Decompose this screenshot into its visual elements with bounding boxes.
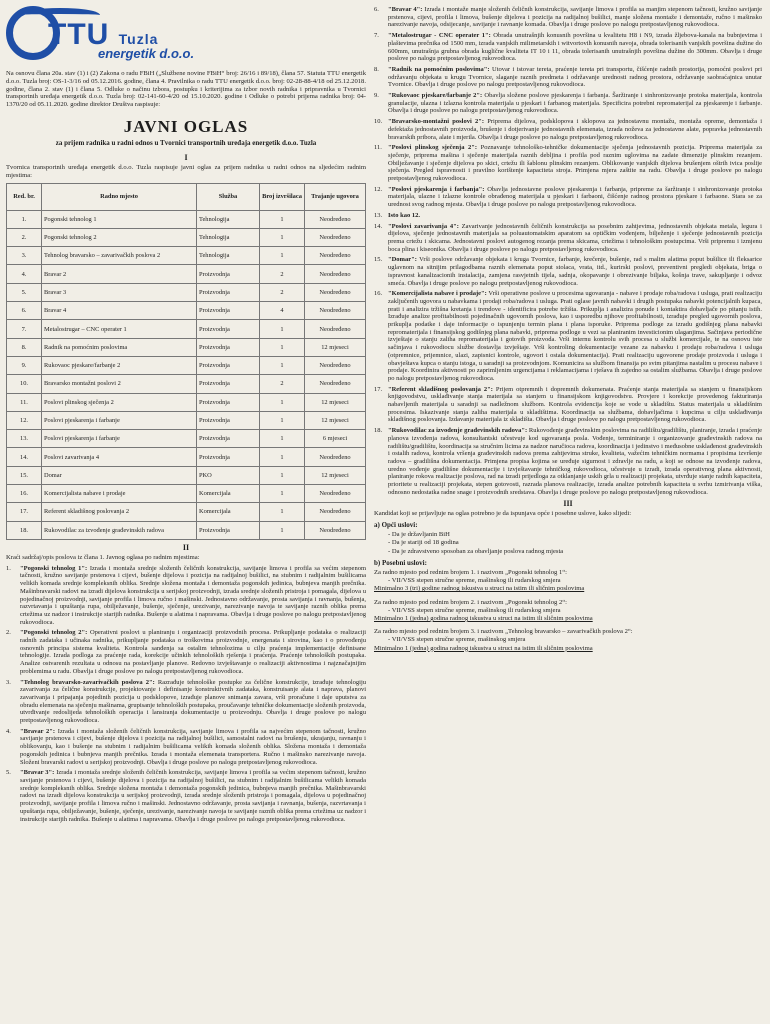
- item-text: Obrada unutrašnjih konusnih površina u kvalitetu H8 i N9, izrada žljebova-kanala na bubnjevima i plaštevima prečnika od 1500 mm, izrada vanjskih milimetarskih i witvortovih konusnih navoja, obrada tolerisanih vanjskih površina dužine do 600mm, unutrašnja grubna obrada kuglične kvaliteta IT 10 i 11, obrada tolerisanih unutrašnjih površina dužine do 300mm. Obavlja i druge poslove po nalogu pretpostavljenog rukovodioca.: [388, 32, 762, 63]
- table-cell: 2: [260, 283, 305, 301]
- job-description-item: [374, 427, 762, 496]
- table-cell: 3.: [7, 247, 42, 265]
- table-cell: Proizvodnja: [197, 521, 260, 539]
- special-condition-exp: Minimalno 1 (jedna) godina radnog iskustva u struci na istim ili sličnim poslovima: [374, 614, 593, 622]
- table-cell: Proizvodnja: [197, 338, 260, 356]
- table-cell: Rukovodilac za izvođenje građevinskih radova: [42, 521, 197, 539]
- table-cell: Komercijalista nabave i prodaje: [42, 485, 197, 503]
- table-cell: Bravar 2: [42, 265, 197, 283]
- table-cell: 15.: [7, 466, 42, 484]
- table-row: [7, 210, 366, 228]
- section-3-heading: III: [563, 499, 573, 509]
- table-cell: Tehnologija: [197, 228, 260, 246]
- table-row: [7, 320, 366, 338]
- item-title: Isto kao 12.: [388, 211, 420, 219]
- item-title: "Pogonski tehnolog 1":: [20, 564, 88, 572]
- table-cell: 1: [260, 393, 305, 411]
- job-description-item: [6, 565, 366, 627]
- table-row: [7, 448, 366, 466]
- job-description-item: [6, 679, 366, 725]
- table-cell: Neodređeno: [305, 210, 366, 228]
- table-cell: 8.: [7, 338, 42, 356]
- table-row: [7, 283, 366, 301]
- positions-table: [6, 183, 366, 540]
- left-job-descriptions: [6, 565, 366, 824]
- special-condition: [374, 569, 762, 594]
- table-header: Radno mjesto: [42, 183, 197, 210]
- item-number: 10.: [374, 118, 383, 126]
- table-cell: 12.: [7, 411, 42, 429]
- table-cell: Komercijala: [197, 485, 260, 503]
- table-cell: Bravarsko montažni poslovi 2: [42, 375, 197, 393]
- item-title: "Rukovaoc pjeskare/farbanje 2":: [388, 92, 483, 100]
- special-condition-line: Za radno mjesto pod rednim brojem 1. i nazivom „Pogonski tehnolog 1“:: [374, 568, 568, 576]
- item-number: 4.: [6, 727, 11, 735]
- table-cell: 14.: [7, 448, 42, 466]
- item-number: 18.: [374, 427, 383, 435]
- table-cell: Proizvodnja: [197, 356, 260, 374]
- table-cell: 13.: [7, 430, 42, 448]
- table-header-row: [7, 183, 366, 210]
- job-description-item: [374, 223, 762, 254]
- job-description-item: [374, 144, 762, 183]
- item-number: 13.: [374, 211, 383, 219]
- table-cell: Proizvodnja: [197, 375, 260, 393]
- table-cell: 4: [260, 302, 305, 320]
- table-cell: Pogonski tehnolog 2: [42, 228, 197, 246]
- general-condition: - Da je zdravstveno sposoban za obavljanje poslova radnog mjesta: [388, 547, 564, 555]
- item-title: "Tehnolog bravarsko-zavarivačkih poslova 2":: [20, 678, 155, 686]
- page-title: JAVNI OGLAS: [123, 116, 249, 136]
- item-body: [388, 290, 762, 382]
- job-description-item: [374, 290, 762, 382]
- table-cell: 1: [260, 485, 305, 503]
- table-cell: Domar: [42, 466, 197, 484]
- table-row: [7, 503, 366, 521]
- item-number: 15.: [374, 256, 383, 264]
- job-description-item: [374, 118, 762, 141]
- item-body: [20, 679, 366, 725]
- job-description-item: [374, 66, 762, 89]
- item-number: 14.: [374, 222, 383, 230]
- table-cell: 18.: [7, 521, 42, 539]
- job-description-item: [374, 386, 762, 425]
- item-body: [388, 32, 762, 63]
- special-condition-line: Za radno mjesto pod rednim brojem 3. i nazivom „Tehnolog bravarsko – zavarivačkih poslova 2“:: [374, 628, 633, 636]
- special-condition-line: Za radno mjesto pod rednim brojem 2. i nazivom „Pogonski tehnolog 2“:: [374, 598, 568, 606]
- table-cell: Komercijala: [197, 503, 260, 521]
- general-conditions-label: a) Opći uslovi:: [374, 521, 418, 530]
- table-cell: 5.: [7, 283, 42, 301]
- item-number: 1.: [6, 564, 11, 572]
- item-title: "Poslovi pjeskarenja i farbanja":: [388, 185, 485, 193]
- table-cell: Bravar 4: [42, 302, 197, 320]
- item-body: [388, 118, 762, 141]
- item-text: Utovar i istovar tereta, praćenje tereta pri transportu, čišćenje radnih prostorija, pomoćni poslovi pri održavanju objekata u krugu Tvornice, slaganje raznih predmeta i održavanje urednosti radnog prostora, održavanje saobraćajnica unutar Tvornice. Obavlja i druge poslove po nalogu pretpostavljenog rukovodioca.: [388, 65, 763, 89]
- item-number: 12.: [374, 185, 383, 193]
- item-text: Prijem otpremnih i dopremnih dokumenata. Praćenje stanja materijala sa stanjem u finansijskom knjigovodstvu, usklađivanje stanja materijala sa stanjem u finansijskom knjigovodstvu. Provjere i korekcije provedenog fakturiranja nabavljenih materijala u saradnji sa nadležnom službom. Kontrola evidencija koje se vode u skladištu. Status materijala u skladišnim procesima. Iskazivanje stanja zaliha materijala u skladištima. Koordinacija sa službama, dobavljačima i kupcima u cilju usklađivanja skladišnog poslovanja. Izdavanje materijala iz skladišta. Obavlja i druge poslove po nalogu pretpostavljenog rukovodioca.: [388, 385, 762, 424]
- section-1-heading: I: [184, 152, 188, 162]
- table-cell: 12 mjeseci: [305, 411, 366, 429]
- special-condition: [374, 599, 762, 624]
- special-condition-edu: - VII/VSS stepen stručne spreme, mašinskog smjera: [388, 636, 526, 644]
- item-title: "Radnik na pomoćnim poslovima":: [388, 65, 490, 73]
- job-description-item: [374, 6, 762, 29]
- table-cell: Neodređeno: [305, 302, 366, 320]
- logo-brand: TTU Tuzla: [48, 18, 159, 51]
- special-condition-edu: - VII/VSS stepen stručne spreme, mašinskog ili rudarskog smjera: [388, 577, 561, 585]
- table-body: [7, 210, 366, 539]
- table-cell: Neodređeno: [305, 265, 366, 283]
- table-cell: Neodređeno: [305, 521, 366, 539]
- table-header: Red. br.: [7, 183, 42, 210]
- company-logo: [6, 6, 366, 64]
- table-row: [7, 356, 366, 374]
- table-header: Trajanje ugovora: [305, 183, 366, 210]
- table-cell: Proizvodnja: [197, 448, 260, 466]
- table-cell: 1: [260, 228, 305, 246]
- table-row: [7, 466, 366, 484]
- general-condition: - Da je državljanin BiH: [388, 531, 450, 539]
- item-title: "Bravar 3":: [20, 769, 55, 777]
- item-number: 2.: [6, 629, 11, 637]
- table-cell: Proizvodnja: [197, 283, 260, 301]
- item-body: [388, 386, 762, 425]
- table-cell: 9.: [7, 356, 42, 374]
- item-text: Izrada i montaža složenih čeličnih konstrukcija, savijanje limova i profila sa najvećim stepenom tačnosti, kružno savijanje prstenova i cijevi, bušenje dijelova i pozicija na radijalnoj bušilici, samostalni radovi na brušenju, ukrajanju, ravnanju i oblikovanju, kao i bušenje na stubnim i radijalnim bušilicama velikih komada složenih oblika. Složena montaža i demontaža pogonskih jedinica i bubnjeva manjih prečnika. Izrada i montaža elemenata transportera. Ručno i mašinsko narezivanje navoja. Složeni bravarski radovi u serijskoj proizvodnji. Obavlja i druge poslove po nalogu pretpostavljenog rukovodioca.: [20, 727, 366, 766]
- table-cell: Neodređeno: [305, 228, 366, 246]
- item-number: 17.: [374, 385, 383, 393]
- item-text: Zavarivanje jednostavnih čeličnih konstrukcija sa posebnim zahtjevima, jednostavnih objekata metala, legura i dijelova, sječenje jednostavnih materijala sa poluautomatskim aparatom sa optičkim vođenjem, bilježenje i sječenje jednostavnih pozicija prema crtežu i skicama. Jednostavni poslovi autogenog rezanja prema skicama, crtežima i tehnološkim postupcima. Vrši pripremu i izmjenu boca plina i kiseonika. Obavlja i druge poslove po nalogu pretpostavljenog rukovodioca.: [388, 222, 762, 253]
- job-description-item: [6, 769, 366, 823]
- table-row: [7, 430, 366, 448]
- table-cell: Proizvodnja: [197, 302, 260, 320]
- item-number: 3.: [6, 678, 11, 686]
- item-body: [388, 256, 762, 287]
- table-cell: Proizvodnja: [197, 393, 260, 411]
- table-header: Služba: [197, 183, 260, 210]
- intro-paragraph: Na osnovu člana 20a. stav (1) i (2) Zakona o radu FBiH („Službene novine FBiH“ broj: 26/16 i 89/18), člana 57. Statuta TTU energetik d.o.o. Tuzla broj: OS-1-3/16 od 05.12.2016. godine, člana 4. Pravilnika o radu TTU energetik d.o.o. broj: 02-28-88-4/18 od 25.12.2018. godine, člana 2. stav (1) i člana 5. Odluke o načinu izbora, postupku i kriterijima za izbor novih radnika i pripravnika u Tvornici transportnih uređaja energetik d.o.o. Tuzla broj: 02-141-60-4/20 od 15.10.2020. godine i Odluke o potrebi prijema radnika broj: 04-1370/20 od 05.11.2020. godine direktor Društva raspisuje:: [6, 70, 366, 109]
- table-row: [7, 338, 366, 356]
- table-cell: Radnik na pomoćnim poslovima: [42, 338, 197, 356]
- table-row: [7, 247, 366, 265]
- table-cell: 1: [260, 247, 305, 265]
- item-text: Rukovođenje građevinskim poslovima na radilištu/gradilištu, planiranje, izrada i praćenje planova izvođenja radova, konsultantski učestvuje kod ugovaranja posla. Vođenje, terminiranje i organizovanje građevinskih radova na radilištu/gradilištu, koordinacija sa stručnim licima za nadzor naručioca radova, koordinacija i jedinstvo i međusobne usklađenost građevinskih i ostalih radova, kontrola vršenja građevinskih radova prema zahtjevima struke, kvaliteta, važećim tehničkim normama i propisima izvršenje radova – gradilišna dokumentacija. Primjena propisa kojima se uređuje sigurnost i zdravlje na radu, a koji se odnose na izvođenje radova, uredno vođenje gradilišne dokumentacije i izvještavanje tehničkog rukovodioca, učestvuje u izradi, izrada operativnog plana aktivnosti, planiranje rokova realizacije poslova, rad na izradi prijedloga za otklanjanje uskih grla u realizaciji projekata, utvrđuje stanje radnih kapaciteta, prioritete u realizaciji projekata, stepen gotovosti, razrada planova realizacije, izrada analize potrebnih kapaciteta u svrhu izmirivanja viška, odnosno nedostatka radne snage i proizvodnih sredstava. Obavlja i druge poslove po nalogu pretpostavljenog rukovodioca.: [388, 427, 763, 496]
- job-description-item: [6, 728, 366, 767]
- item-number: 5.: [6, 769, 11, 777]
- table-cell: 7.: [7, 320, 42, 338]
- item-title: "Bravar 4":: [388, 6, 423, 13]
- section-1-text: Tvornica transportnih uređaja energetik d.o.o. Tuzla raspisuje javni oglas za prijem radnika u radni odnos na sljedećim radnim mjestima:: [6, 163, 366, 179]
- table-cell: 1: [260, 503, 305, 521]
- table-row: [7, 302, 366, 320]
- table-cell: Proizvodnja: [197, 320, 260, 338]
- item-text: Vrši poslove održavanje objekata i kruga Tvornice, farbanje, krečenje, bušenje, rad s malim alatima poput bušilice ili fleksarice uglavnom na sitnijim prilagodbama raznih elemenata poput stolaca, vrata, itd., kurirski poslovi, preventivni pregledi objekata, briga o ispravnost kanalizacionih instalacija, zamjena rasvjetnih tijela, sadnja, okopavanje i obrezivanje biljaka, košnja trave, sakupljanje i odvoz smeća. Obavlja i druge poslove po nalogu pretpostavljenog rukovodioca.: [388, 256, 762, 287]
- table-cell: 1: [260, 448, 305, 466]
- table-header: Broj izvršilaca: [260, 183, 305, 210]
- table-cell: 2.: [7, 228, 42, 246]
- item-text: Poznavanje tehnološko-tehničke dokumentacije sječenja jednostavnih pozicija. Pripremа materijala za sječenje, priprema mašina i sječenje materijala raznih debljina i profila pod raznim uglovima na zadate dimenzije plinskim rezanjem. Obilježavanje i sječenje dijelova po skici, crtežu ili šablonu plinskim rezanjem. Oblikovanje vanjskih dijelova brušenjem oštrih ivica poslije sječenja. Pregled ispravnosti i pravilno korištenje kapaciteta stroja. Primjena mjera zaštite na radu. Obavlja i druge poslove po nalogu pretpostavljenog rukovodioca.: [388, 144, 763, 183]
- table-cell: 12 mjeseci: [305, 338, 366, 356]
- special-condition-exp: Minimalno 3 (tri) godine radnog iskustva u struci na istim ili sličnim poslovima: [374, 585, 585, 593]
- table-cell: 16.: [7, 485, 42, 503]
- job-description-item: [374, 212, 762, 220]
- general-conditions-list: [374, 531, 762, 556]
- section-2-heading: II: [182, 542, 190, 552]
- job-description-item: [374, 32, 762, 63]
- item-title: "Poslovi zavarivanja 4":: [388, 222, 459, 230]
- table-cell: Neodređeno: [305, 247, 366, 265]
- item-number: 8.: [374, 65, 379, 73]
- table-cell: 1: [260, 320, 305, 338]
- table-cell: Poslovi zavarivanja 4: [42, 448, 197, 466]
- table-row: [7, 375, 366, 393]
- table-cell: Proizvodnja: [197, 265, 260, 283]
- item-number: 11.: [374, 144, 382, 152]
- table-row: [7, 411, 366, 429]
- right-job-descriptions: [374, 6, 762, 496]
- item-text: Vrši operativne poslove u procesima ugovaranja - nabave i prodaje roba/radova i usluga, prati realizaciju zaključenih ugovora u nabavkama i prodaji roba/radova i usluga. Prati oglase javnih nabavki i drugih postupaka nabavki potencijalnih kupaca, prati i analizira tržišna kretanja i trendove - identificira potrebe tržišta. Prikuplja i analizira ponude i kontaktira dobavljače po pitanju istih. Izrađuje analize profitabilnosti pojedinačnih ugovornih poslova, kao i usporedbu njihove profitabilnosti, izrađuje pregled ugovornih poslova, prikuplja podatke i daje informacije o ispunjenju termin plana i plana isporuke. Priprema podloge za izradu godišnjeg plana nabavki repromaterijala i finansijskog godišnjeg plana nabavki, priprema podloge u vezi sa planiranim investicionim ulaganjima. Sačinjava periodične izvještaje o stanju zaliha repromaterijala i gotovih proizvoda. Vrši internu kontrolu svih procesa u službi komercijale, te na osnovu iste sačinjava i rukovodiocu službe dostavlja izvještaje. Vrši kontroling dokumentacije vezane za nabavku i prodaju roba/radova i usluga (otpremnice, prijemnice, ulazi, zapisnici kontrole, ugovori i ostala dokumentacija). Prati realizaciju ugovorene prodaje proizvoda i usluga i obavještava kupca o stanju istoga, u saradnji sa proizvodnjom. Komunicira sa službom finansija po svim pitanjima nastalim u procesu nabave i prodaje. Koordinira aktivnosti po zaprimljenim urgencijama i reklamacijama i rješava ih zajedno sa ostalim službama. Obavlja i druge poslove po nalogu pretpostavljenog rukovodioca.: [388, 290, 763, 382]
- item-body: [20, 629, 366, 675]
- item-body: [20, 728, 366, 767]
- item-body: [388, 427, 762, 496]
- item-body: [388, 186, 762, 209]
- table-cell: Neodređeno: [305, 356, 366, 374]
- table-cell: 12 mjeseci: [305, 466, 366, 484]
- table-cell: Tehnologija: [197, 247, 260, 265]
- table-cell: Neodređeno: [305, 448, 366, 466]
- job-description-item: [374, 186, 762, 209]
- table-cell: 1: [260, 356, 305, 374]
- item-body: [20, 565, 366, 627]
- item-body: [388, 144, 762, 183]
- item-body: [20, 769, 366, 823]
- item-body: [388, 66, 762, 89]
- table-row: [7, 393, 366, 411]
- item-number: 6.: [374, 6, 379, 13]
- table-cell: 2: [260, 265, 305, 283]
- table-cell: 4.: [7, 265, 42, 283]
- table-cell: 12 mjeseci: [305, 393, 366, 411]
- item-body: [388, 212, 762, 220]
- item-title: "Bravar 2":: [20, 727, 56, 735]
- table-cell: Neodređeno: [305, 485, 366, 503]
- item-text: Izrada i montaža srednje složenih čeličnih konstrukcija, savijanje limova i profila sa većim stepenom tačnosti, kružno savijanje prstenova i cijevi, bušenje dijelova i pozicija na radijalnoj bušilici, na stubnim i radijalnim bušilicama velikih komada srednje kompleksnih oblika. Srednje složena montaža i demontaža pogonskih jedinica, bubnjeva manjih prečnika. Mašinbravarski radovi na izradi dijelova konstrukcija u serijskoj proizvodnji, izrada srednje složenih pristroja i pomagala, dijelova u pojedinačnoj proizvodnji, savijanje profila i limova ručno i mašinski. Jednostavno održavanje, prosta savijanja i ravnanja, bušenja, razvrtavanja i upuštanja rupa, obilježavanje, bušenje, sječenje, urezivanje, narezivanje navoja te savijanje raznih oblika prema crtežima uz nadzor i instrukcije starijih radnika. Bušenje u alatima i napravama. Obavlja i druge poslove po nalogu pretpostavljenog rukovodioca.: [20, 564, 366, 626]
- special-conditions-label: b) Posebni uslovi:: [374, 558, 427, 567]
- section-2-text: Kraći sadržaj/opis poslova iz člana 1. Javnog oglasa po radnim mjestima:: [6, 553, 200, 561]
- special-condition-exp: Minimalno 1 (jedna) godina radnog iskustva u struci na istim ili sličnim poslovima: [374, 644, 593, 652]
- page-subtitle: za prijem radnika u radni odnos u Tvornici transportnih uređaja energetik d.o.o. Tuzla: [55, 138, 317, 147]
- table-cell: 6.: [7, 302, 42, 320]
- table-cell: Tehnologija: [197, 210, 260, 228]
- item-body: [388, 92, 762, 115]
- item-text: Operativni poslovi u planiranju i organizaciji proizvodnih procesa. Prikupljanje podataka o realizaciji radnih zadataka i učinaka radnika, prikupljanje podataka o troškovima proizvodnje, energenata i sirovina, kao i o provođenju osnovnih principa sistema kvaliteta. Kontrola sanđenja sa ostalim tehnolozima u cilju praćenja implementacije definisane tehnologije. Izrada podloga za praćenje rada, korekcije učinkih tehnoloških rješenja i praćenja. Praćenje tehnoloških postupaka. Analize ostvarenih rezultata u odnosu na postavljanje planove. Redovno izvještavanje o realizaciji aktivnostima i najznačajnijim problemima u radu. Obavlja i druge poslove po nalogu pretpostavljenog rukovodioca.: [20, 629, 366, 675]
- job-description-item: [6, 629, 366, 675]
- item-title: "Metalostrugar - CNC operater 1":: [388, 32, 491, 40]
- table-cell: 1: [260, 521, 305, 539]
- section-3-intro: Kandidat koji se prijavljuje na oglas potrebno je da ispunjava opće i posebne uslove, kako slijedi:: [374, 510, 632, 518]
- special-condition-edu: - VII/VSS stepen stručne spreme, mašinskog ili rudarskog smjera: [388, 606, 561, 614]
- general-condition: - Da je stariji od 18 godina: [388, 539, 459, 547]
- special-condition: [374, 628, 762, 653]
- table-cell: 10.: [7, 375, 42, 393]
- table-cell: 1: [260, 411, 305, 429]
- table-cell: 1.: [7, 210, 42, 228]
- special-conditions-list: [374, 569, 762, 653]
- table-cell: 1: [260, 210, 305, 228]
- table-cell: Neodređeno: [305, 283, 366, 301]
- table-row: [7, 521, 366, 539]
- right-column: [374, 6, 762, 658]
- table-cell: Neodređeno: [305, 320, 366, 338]
- table-cell: 1: [260, 338, 305, 356]
- item-title: "Komercijalista nabave i prodaje":: [388, 290, 487, 298]
- table-cell: Neodređeno: [305, 503, 366, 521]
- item-title: "Rukovodilac za izvođenje građevinskih radova":: [388, 427, 528, 435]
- logo-subtitle: energetik d.o.o.: [98, 46, 195, 61]
- table-cell: Referent skladišnog poslovanja 2: [42, 503, 197, 521]
- item-text: Izrada i montaže manje složenih čeličnih konstrukcija, savijanje limova i profila sa manjim stepenom tačnosti, kružno savijanje prstenova, cijevi, profila i limova, bušenje dijelova i pozicija na radijalnoj bušilici, manje složena montaže i demontaže, ručno i mašinsko narezivanje navoja, odsijecanje, savijanje i ravnanje komada. Obavlja i druge poslove po nalogu pretpostavljenog rukovodioca.: [388, 6, 762, 29]
- table-cell: Bravar 3: [42, 283, 197, 301]
- item-text: Pripremа dijelova, podsklopova i sklopova za jednostavnu montažu, montaža opreme, demontaža i defektaža jednostavnih proizvoda, brušenje i dotjerivanje jednostavnih elemenata, izrada noževa za jednostavne alate, popravka jednostavnih bravarskih pribora, alate i mjerila. Obavlja i druge poslove po nalogu pretpostavljenog rukovodioca.: [388, 118, 762, 141]
- item-number: 7.: [374, 32, 379, 40]
- table-cell: Tehnolog bravarsko – zavarivačkih poslova 2: [42, 247, 197, 265]
- job-description-item: [374, 92, 762, 115]
- table-cell: Pogonski tehnolog 1: [42, 210, 197, 228]
- item-title: "Pogonski tehnolog 2":: [20, 629, 88, 637]
- item-title: "Poslovi plinskog sječenja 2":: [388, 144, 478, 152]
- item-body: [388, 223, 762, 254]
- table-cell: Poslovi pjeskarenja i farbanje: [42, 411, 197, 429]
- table-cell: Neodređeno: [305, 375, 366, 393]
- table-cell: Proizvodnja: [197, 430, 260, 448]
- item-title: "Referent skladišnog poslovanja 2":: [388, 385, 493, 393]
- left-column: [6, 6, 366, 826]
- table-row: [7, 265, 366, 283]
- item-text: Obavlja složene poslove pjeskarenja i farbanja. Šaržiranje i sinhronizovanje protoka materijala, kontrola granulacije, ulazna i izlazna kontrola materijala u pjeskari i farbanog materijala. Specificira potrebni repromaterijal za pjeskarenje i farbanje. Obavlja i druge poslove po nalogu pretpostavljenog rukovodioca.: [388, 92, 762, 115]
- item-text: Razrađuje tehnološke postupke za čelične konstrukcije, izrađuje tehnologiju zavarivanja za čelične konstrukcije, projektovanje i definisanje konstruktivnih zadataka, konstruisanje alata i naprava, planovi zavarivanja i pripajanja pojedinih pozicija u podsklopove, izrađuje planove snimanja zavara, vrši proračune i daje uputstva za obradu elemenata na sječenju mašinama, grupisanje tehnoloških postupaka, proučavanje tehničke dokumentacije složenih proizvoda, utvrđivanje redoslijeda tehnoloških operacija i lansiranja dokumentacije u proizvodnju. Obavlja i druge poslove po nalogu pretpostavljenog rukovodioca.: [20, 678, 367, 725]
- table-row: [7, 485, 366, 503]
- item-title: "Domar":: [388, 256, 417, 264]
- table-cell: 6 mjeseci: [305, 430, 366, 448]
- table-cell: Poslovi plinskog sječenja 2: [42, 393, 197, 411]
- item-body: [388, 6, 762, 29]
- table-cell: PKO: [197, 466, 260, 484]
- item-text: Izrada i montaža srednje složenih čeličnih konstrukcija, savijanje limova i profila sa većim stepenom tačnosti, kružno savijanje prstenova i cijevi, bušenje dijelova i pozicija na radijalnoj bušilici, na stubnim i radijalnim bušilicama velikih komada srednje kompleksnih oblika. Srednje složena montaža i demontaža pogonskih jedinica, bubnjeva manjih prečnika. Mašinbravarski radovi na izradi dijelova konstrukcija u serijskoj proizvodnji, izrada srednje složenih pristroja i pomagala, dijelova u pojedinačnoj proizvodnji, savijanje profila i limova ručno i mašinski. Jednostavno održavanje, prosta savijanja i ravnanja, bušenja, razvrtavanja i upuštanja rupa, obilježavanje, bušenje, sječenje, urezivanje, narezivanje navoja te savijanje raznih oblika prema crtežima uz nadzor i instrukcije starijih radnika. Bušenje u alatima i napravama. Obavlja i druge poslove po nalogu pretpostavljenog rukovodioca.: [20, 769, 366, 823]
- item-text: Obavlja jednostavne poslove pjeskarenja i farbanja, pripreme za šaržiranje i sinhronizovanje protoka materijala, ulazne i izlazne kontrole obrađenog materijala u pjeskari i farbaoni, čišćenje radnog prostora pjeskare i farbaone. Stara se za urednost svog radnog mjesta. Obavlja i druge poslove po nalogu pretpostavljenog rukovodioca.: [388, 185, 762, 209]
- table-row: [7, 228, 366, 246]
- job-description-item: [374, 256, 762, 287]
- table-cell: Metalostrugar – CNC operater 1: [42, 320, 197, 338]
- table-cell: 1: [260, 430, 305, 448]
- table-cell: 11.: [7, 393, 42, 411]
- table-cell: Proizvodnja: [197, 411, 260, 429]
- table-cell: Rukovaoc pjeskare/farbanje 2: [42, 356, 197, 374]
- item-title: "Bravarsko-montažni poslovi 2":: [388, 118, 485, 126]
- item-number: 9.: [374, 92, 379, 100]
- table-cell: 2: [260, 375, 305, 393]
- table-cell: 17.: [7, 503, 42, 521]
- item-number: 16.: [374, 290, 383, 298]
- table-cell: Poslovi pjeskarenja i farbanje: [42, 430, 197, 448]
- table-cell: 1: [260, 466, 305, 484]
